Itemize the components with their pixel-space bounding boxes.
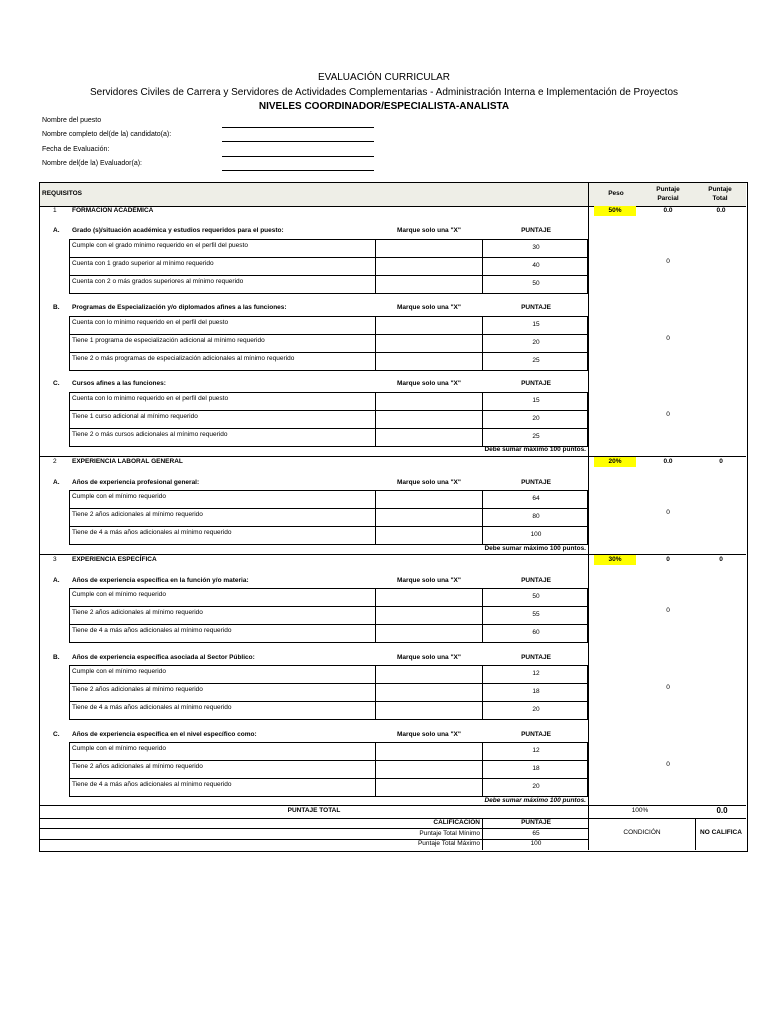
subsection-letter: A. bbox=[53, 227, 60, 234]
criteria-points: 55 bbox=[532, 611, 540, 618]
column-divider bbox=[482, 818, 483, 850]
header-requisitos: REQUISITOS bbox=[42, 190, 82, 197]
criteria-label: Cuenta con 2 o más grados superiores al mínimo requerido bbox=[72, 278, 244, 285]
section-divider bbox=[40, 554, 746, 555]
mark-x-cell[interactable] bbox=[377, 353, 481, 369]
section-puntaje-total: 0.0 bbox=[716, 207, 726, 214]
marque-header: Marque solo una "X" bbox=[397, 731, 461, 738]
column-divider bbox=[375, 742, 376, 796]
criteria-points: 18 bbox=[532, 688, 540, 695]
criteria-label: Cumple con el mínimo requerido bbox=[72, 591, 166, 598]
max-points-note: Debe sumar máximo 100 puntos. bbox=[484, 797, 586, 804]
mark-x-cell[interactable] bbox=[377, 684, 481, 700]
criteria-points: 80 bbox=[532, 513, 540, 520]
criteria-label: Tiene 2 años adicionales al mínimo requerido bbox=[72, 686, 203, 693]
marque-header: Marque solo una "X" bbox=[397, 577, 461, 584]
mark-x-cell[interactable] bbox=[377, 240, 481, 256]
puntaje-total-pct: 100% bbox=[631, 807, 649, 814]
marque-header: Marque solo una "X" bbox=[397, 304, 461, 311]
criteria-label: Tiene 2 o más programas de especialización adicionales al mínimo requerido bbox=[72, 355, 295, 362]
page-subtitle: Servidores Civiles de Carrera y Servidores de Actividades Complementarias - Administración Interna e Implementación de Proyectos bbox=[89, 87, 679, 98]
column-divider bbox=[375, 665, 376, 719]
column-divider bbox=[482, 742, 483, 796]
subsection-puntaje-parcial: 0 bbox=[666, 258, 670, 265]
criteria-label: Cumple con el grado mínimo requerido en el perfil del puesto bbox=[72, 242, 248, 249]
condicion-label: CONDICIÓN bbox=[623, 829, 661, 836]
puntaje-header: PUNTAJE bbox=[521, 731, 551, 738]
section-puntaje-parcial: 0 bbox=[666, 556, 670, 563]
criteria-points: 60 bbox=[532, 629, 540, 636]
subsection-letter: B. bbox=[53, 654, 60, 661]
criteria-points: 18 bbox=[532, 765, 540, 772]
mark-x-cell[interactable] bbox=[377, 509, 481, 525]
condicion-result: NO CALIFICA bbox=[700, 829, 742, 836]
criteria-label: Tiene 2 años adicionales al mínimo requerido bbox=[72, 609, 203, 616]
puntaje-total-value: 0.0 bbox=[716, 806, 728, 815]
mark-x-cell[interactable] bbox=[377, 589, 481, 605]
criteria-points: 20 bbox=[532, 706, 540, 713]
section-number: 2 bbox=[53, 458, 57, 465]
mark-x-cell[interactable] bbox=[377, 607, 481, 623]
mark-x-cell[interactable] bbox=[377, 779, 481, 795]
column-divider bbox=[588, 182, 589, 850]
mark-x-cell[interactable] bbox=[377, 276, 481, 292]
column-divider bbox=[375, 316, 376, 370]
criteria-points: 30 bbox=[532, 244, 540, 251]
subsection-letter: C. bbox=[53, 731, 60, 738]
column-divider bbox=[375, 239, 376, 293]
mark-x-cell[interactable] bbox=[377, 411, 481, 427]
row-divider bbox=[70, 410, 587, 411]
criteria-points: 64 bbox=[532, 495, 540, 502]
mark-x-cell[interactable] bbox=[377, 625, 481, 641]
criteria-label: Tiene de 4 a más años adicionales al mínimo requerido bbox=[72, 781, 232, 788]
row-divider bbox=[70, 257, 587, 258]
criteria-points: 15 bbox=[532, 321, 540, 328]
column-divider bbox=[375, 490, 376, 544]
subsection-letter: C. bbox=[53, 380, 60, 387]
field-label-fecha: Fecha de Evaluación: bbox=[42, 146, 110, 153]
criteria-points: 100 bbox=[530, 531, 542, 538]
minimo-value: 65 bbox=[532, 830, 540, 837]
row-divider bbox=[70, 606, 587, 607]
column-divider bbox=[375, 588, 376, 642]
criteria-label: Cumple con el mínimo requerido bbox=[72, 745, 166, 752]
row-divider bbox=[70, 526, 587, 527]
subsection-title: Años de experiencia específica asociada al Sector Público: bbox=[72, 654, 255, 661]
subsection-puntaje-parcial: 0 bbox=[666, 684, 670, 691]
criteria-label: Cuenta con lo mínimo requerido en el perfil del puesto bbox=[72, 395, 229, 402]
column-divider bbox=[482, 588, 483, 642]
row-divider bbox=[70, 352, 587, 353]
criteria-points: 15 bbox=[532, 397, 540, 404]
header-peso: Peso bbox=[608, 190, 624, 197]
mark-x-cell[interactable] bbox=[377, 335, 481, 351]
criteria-label: Tiene 2 años adicionales al mínimo requerido bbox=[72, 511, 203, 518]
section-number: 3 bbox=[53, 556, 57, 563]
puntaje-header: PUNTAJE bbox=[521, 227, 551, 234]
mark-x-cell[interactable] bbox=[377, 393, 481, 409]
criteria-label: Cumple con el mínimo requerido bbox=[72, 668, 166, 675]
section-peso: 50% bbox=[594, 206, 636, 216]
section-divider bbox=[40, 456, 746, 457]
criteria-points: 50 bbox=[532, 593, 540, 600]
subsection-puntaje-parcial: 0 bbox=[666, 335, 670, 342]
criteria-label: Tiene 1 programa de especialización adicional al mínimo requerido bbox=[72, 337, 265, 344]
criteria-label: Tiene de 4 a más años adicionales al mínimo requerido bbox=[72, 529, 232, 536]
subsection-puntaje-parcial: 0 bbox=[666, 509, 670, 516]
marque-header: Marque solo una "X" bbox=[397, 380, 461, 387]
subsection-title: Años de experiencia profesional general: bbox=[72, 479, 200, 486]
puntaje-total-label: PUNTAJE TOTAL bbox=[287, 807, 341, 814]
subsection-title: Cursos afines a las funciones: bbox=[72, 380, 166, 387]
section-title: EXPERIENCIA ESPECÍFICA bbox=[72, 556, 157, 563]
page-title: EVALUACIÓN CURRICULAR bbox=[317, 72, 451, 83]
minimo-label: Puntaje Total Mínimo bbox=[419, 830, 480, 837]
subsection-title: Años de experiencia específica en el nivel específico como: bbox=[72, 731, 257, 738]
section-peso: 30% bbox=[594, 555, 636, 565]
field-input-puesto[interactable] bbox=[222, 127, 374, 128]
criteria-points: 40 bbox=[532, 262, 540, 269]
row-divider bbox=[70, 334, 587, 335]
puntaje-header: PUNTAJE bbox=[521, 304, 551, 311]
section-puntaje-parcial: 0.0 bbox=[663, 458, 673, 465]
subsection-title: Años de experiencia específica en la función y/o materia: bbox=[72, 577, 249, 584]
criteria-label: Tiene 1 curso adicional al mínimo requerido bbox=[72, 413, 198, 420]
level-title: NIVELES COORDINADOR/ESPECIALISTA-ANALISTA bbox=[258, 101, 510, 112]
criteria-label: Tiene 2 años adicionales al mínimo requerido bbox=[72, 763, 203, 770]
divider bbox=[40, 828, 588, 829]
criteria-points: 12 bbox=[532, 670, 540, 677]
divider bbox=[40, 805, 746, 806]
column-divider bbox=[482, 239, 483, 293]
subsection-letter: A. bbox=[53, 479, 60, 486]
mark-x-cell[interactable] bbox=[377, 761, 481, 777]
column-divider bbox=[482, 316, 483, 370]
calificacion-puntaje-header: PUNTAJE bbox=[521, 819, 551, 826]
header-puntaje-parcial: Puntaje Parcial bbox=[656, 186, 680, 202]
row-divider bbox=[70, 275, 587, 276]
mark-x-cell[interactable] bbox=[377, 491, 481, 507]
subsection-puntaje-parcial: 0 bbox=[666, 411, 670, 418]
section-puntaje-total: 0 bbox=[719, 556, 723, 563]
marque-header: Marque solo una "X" bbox=[397, 654, 461, 661]
criteria-points: 12 bbox=[532, 747, 540, 754]
column-divider bbox=[375, 392, 376, 446]
row-divider bbox=[70, 508, 587, 509]
mark-x-cell[interactable] bbox=[377, 666, 481, 682]
section-puntaje-total: 0 bbox=[719, 458, 723, 465]
criteria-points: 20 bbox=[532, 783, 540, 790]
table-header bbox=[40, 183, 746, 207]
section-number: 1 bbox=[53, 207, 57, 214]
marque-header: Marque solo una "X" bbox=[397, 227, 461, 234]
section-title: FORMACIÓN ACADÉMICA bbox=[72, 207, 154, 214]
mark-x-cell[interactable] bbox=[377, 743, 481, 759]
criteria-label: Cumple con el mínimo requerido bbox=[72, 493, 166, 500]
header-puntaje-total: Puntaje Total bbox=[708, 186, 732, 202]
criteria-points: 20 bbox=[532, 339, 540, 346]
field-label-evaluador: Nombre del(de la) Evaluador(a): bbox=[42, 160, 142, 167]
subsection-title: Grado (s)/situación académica y estudios requeridos para el puesto: bbox=[72, 227, 284, 234]
field-label-puesto: Nombre del puesto bbox=[42, 117, 102, 124]
criteria-label: Tiene 2 o más cursos adicionales al mínimo requerido bbox=[72, 431, 228, 438]
subsection-letter: A. bbox=[53, 577, 60, 584]
criteria-label: Tiene de 4 a más años adicionales al mínimo requerido bbox=[72, 704, 232, 711]
field-input-candidato[interactable] bbox=[222, 141, 374, 142]
maximo-label: Puntaje Total Máximo bbox=[417, 840, 480, 847]
puntaje-header: PUNTAJE bbox=[521, 654, 551, 661]
row-divider bbox=[70, 428, 587, 429]
max-points-note: Debe sumar máximo 100 puntos. bbox=[484, 446, 586, 453]
field-input-fecha[interactable] bbox=[222, 156, 374, 157]
puntaje-header: PUNTAJE bbox=[521, 577, 551, 584]
section-puntaje-parcial: 0.0 bbox=[663, 207, 673, 214]
criteria-label: Tiene de 4 a más años adicionales al mínimo requerido bbox=[72, 627, 232, 634]
section-title: EXPERIENCIA LABORAL GENERAL bbox=[72, 458, 183, 465]
subsection-title: Programas de Especialización y/o diplomados afines a las funciones: bbox=[72, 304, 287, 311]
criteria-points: 20 bbox=[532, 415, 540, 422]
maximo-value: 100 bbox=[530, 840, 542, 847]
column-divider bbox=[482, 392, 483, 446]
column-divider bbox=[482, 490, 483, 544]
criteria-label: Cuenta con lo mínimo requerido en el perfil del puesto bbox=[72, 319, 229, 326]
field-label-candidato: Nombre completo del(de la) candidato(a): bbox=[42, 131, 172, 138]
marque-header: Marque solo una "X" bbox=[397, 479, 461, 486]
mark-x-cell[interactable] bbox=[377, 258, 481, 274]
row-divider bbox=[70, 778, 587, 779]
row-divider bbox=[70, 760, 587, 761]
mark-x-cell[interactable] bbox=[377, 429, 481, 445]
row-divider bbox=[70, 683, 587, 684]
field-input-evaluador[interactable] bbox=[222, 170, 374, 171]
column-divider bbox=[695, 818, 696, 850]
subsection-puntaje-parcial: 0 bbox=[666, 607, 670, 614]
row-divider bbox=[70, 624, 587, 625]
section-peso: 20% bbox=[594, 457, 636, 467]
mark-x-cell[interactable] bbox=[377, 702, 481, 718]
max-points-note: Debe sumar máximo 100 puntos. bbox=[484, 545, 586, 552]
criteria-points: 25 bbox=[532, 357, 540, 364]
subsection-puntaje-parcial: 0 bbox=[666, 761, 670, 768]
mark-x-cell[interactable] bbox=[377, 317, 481, 333]
criteria-label: Cuenta con 1 grado superior al mínimo requerido bbox=[72, 260, 214, 267]
subsection-letter: B. bbox=[53, 304, 60, 311]
calificacion-label: CALIFICACIÓN bbox=[433, 819, 480, 826]
mark-x-cell[interactable] bbox=[377, 527, 481, 543]
puntaje-header: PUNTAJE bbox=[521, 479, 551, 486]
column-divider bbox=[482, 665, 483, 719]
puntaje-header: PUNTAJE bbox=[521, 380, 551, 387]
criteria-points: 25 bbox=[532, 433, 540, 440]
row-divider bbox=[70, 701, 587, 702]
criteria-points: 50 bbox=[532, 280, 540, 287]
